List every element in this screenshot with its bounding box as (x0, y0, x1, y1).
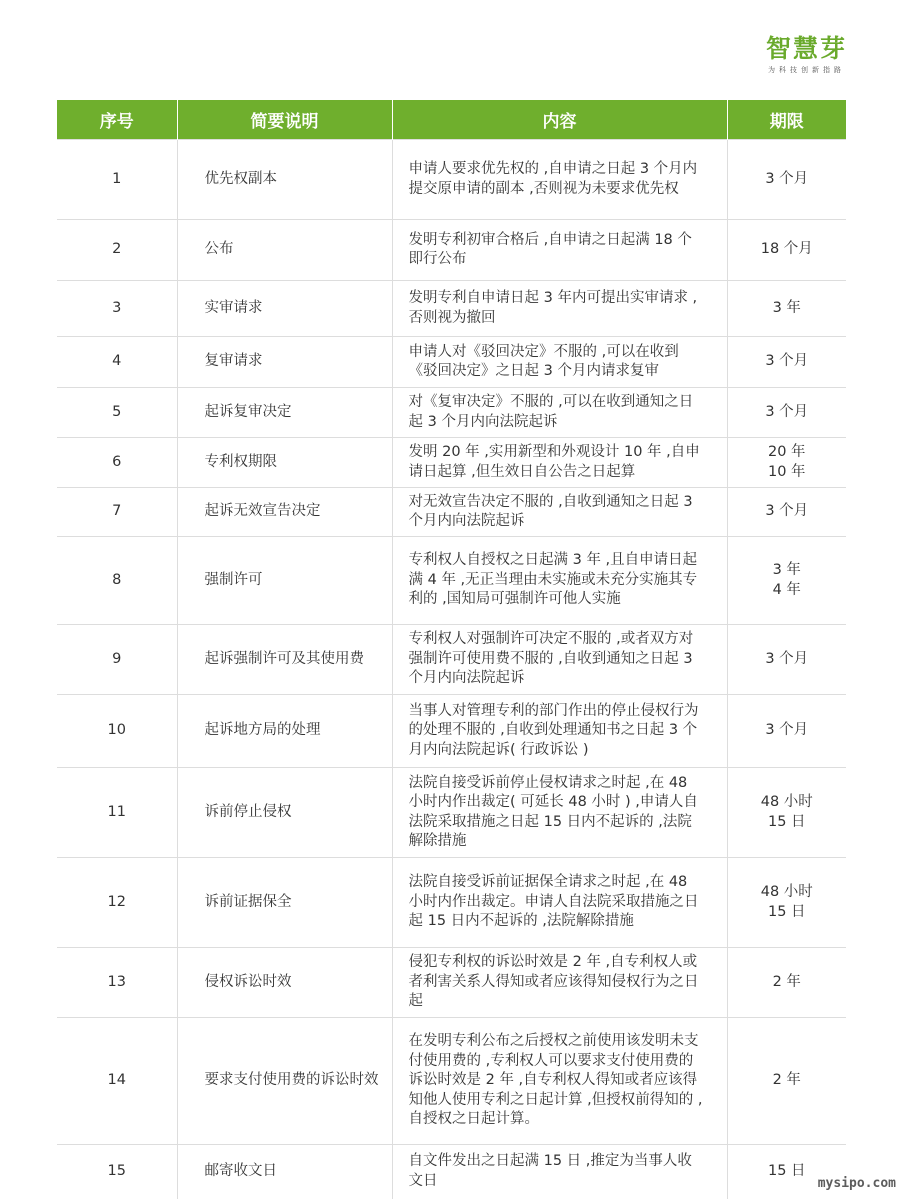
row-index: 8 (57, 537, 177, 625)
row-content: 侵犯专利权的诉讼时效是 2 年 ,自专利权人或者利害关系人得知或者应该得知侵权行为之日起 (392, 948, 727, 1018)
table-row (57, 768, 846, 858)
row-content: 自文件发出之日起满 15 日 ,推定为当事人收文日 (392, 1145, 727, 1199)
row-description: 诉前证据保全 (177, 858, 392, 948)
row-content: 在发明专利公布之后授权之前使用该发明未支付使用费的 ,专利权人可以要求支付使用费的诉讼时效是 2 年 ,自专利权人得知或者应该得知他人使用专利之日起计算 ,但授权前得知的 ,自授权之日起计算。 (392, 1018, 727, 1145)
table-header-row (57, 100, 846, 140)
row-content: 发明 20 年 ,实用新型和外观设计 10 年 ,自申请日起算 ,但生效日自公告之日起算 (392, 438, 727, 488)
table-row (57, 625, 846, 695)
header-period: 期限 (727, 100, 846, 140)
row-description: 强制许可 (177, 537, 392, 625)
row-period: 3 个月 (727, 337, 846, 388)
row-period: 15 日 (727, 1145, 846, 1199)
row-index: 3 (57, 281, 177, 337)
table-row (57, 281, 846, 337)
row-description: 起诉强制许可及其使用费 (177, 625, 392, 695)
table-row (57, 1018, 846, 1145)
row-content: 对《复审决定》不服的 ,可以在收到通知之日起 3 个月内向法院起诉 (392, 388, 727, 438)
table-row (57, 337, 846, 388)
row-index: 1 (57, 140, 177, 220)
row-content: 专利权人对强制许可决定不服的 ,或者双方对强制许可使用费不服的 ,自收到通知之日起 3 个月内向法院起诉 (392, 625, 727, 695)
table-row (57, 948, 846, 1018)
row-index: 6 (57, 438, 177, 488)
row-description: 实审请求 (177, 281, 392, 337)
row-content: 法院自接受诉前停止侵权请求之时起 ,在 48 小时内作出裁定( 可延长 48 小时 ) ,申请人自法院采取措施之日起 15 日内不起诉的 ,法院解除措施 (392, 768, 727, 858)
header-description: 简要说明 (177, 100, 392, 140)
row-content: 申请人要求优先权的 ,自申请之日起 3 个月内提交原申请的副本 ,否则视为未要求优先权 (392, 140, 727, 220)
row-description: 优先权副本 (177, 140, 392, 220)
table-row (57, 1145, 846, 1199)
row-index: 4 (57, 337, 177, 388)
row-content: 发明专利初审合格后 ,自申请之日起满 18 个即行公布 (392, 220, 727, 281)
table-row (57, 537, 846, 625)
row-index: 15 (57, 1145, 177, 1199)
row-description: 公布 (177, 220, 392, 281)
row-period: 3 年 (727, 281, 846, 337)
row-content: 当事人对管理专利的部门作出的停止侵权行为的处理不服的 ,自收到处理通知书之日起 3 个月内向法院起诉( 行政诉讼 ) (392, 695, 727, 768)
row-index: 12 (57, 858, 177, 948)
row-index: 7 (57, 488, 177, 537)
logo-slogan: 为科技创新指路 (767, 66, 845, 74)
row-period: 20 年 10 年 (727, 438, 846, 488)
row-period: 3 年 4 年 (727, 537, 846, 625)
row-content: 发明专利自申请日起 3 年内可提出实审请求 ,否则视为撤回 (392, 281, 727, 337)
logo (766, 34, 847, 75)
row-period: 3 个月 (727, 140, 846, 220)
watermark: mysipo.com (817, 1176, 896, 1191)
row-index: 2 (57, 220, 177, 281)
table-row (57, 488, 846, 537)
row-period: 3 个月 (727, 388, 846, 438)
row-index: 10 (57, 695, 177, 768)
logo-title: 智慧芽 (765, 34, 847, 63)
row-period: 2 年 (727, 1018, 846, 1145)
deadline-table (57, 100, 846, 1199)
row-period: 3 个月 (727, 695, 846, 768)
row-description: 侵权诉讼时效 (177, 948, 392, 1018)
table-row (57, 695, 846, 768)
row-description: 专利权期限 (177, 438, 392, 488)
row-period: 3 个月 (727, 625, 846, 695)
row-index: 5 (57, 388, 177, 438)
table-row (57, 438, 846, 488)
row-index: 13 (57, 948, 177, 1018)
header-index: 序号 (57, 100, 177, 140)
table-row (57, 140, 846, 220)
row-period: 48 小时 15 日 (727, 768, 846, 858)
row-description: 起诉地方局的处理 (177, 695, 392, 768)
row-index: 11 (57, 768, 177, 858)
row-content: 申请人对《驳回决定》不服的 ,可以在收到《驳回决定》之日起 3 个月内请求复审 (392, 337, 727, 388)
row-period: 48 小时 15 日 (727, 858, 846, 948)
row-description: 起诉无效宣告决定 (177, 488, 392, 537)
row-period: 18 个月 (727, 220, 846, 281)
row-period: 3 个月 (727, 488, 846, 537)
row-content: 专利权人自授权之日起满 3 年 ,且自申请日起满 4 年 ,无正当理由未实施或未充分实施其专利的 ,国知局可强制许可他人实施 (392, 537, 727, 625)
row-index: 9 (57, 625, 177, 695)
table-row (57, 388, 846, 438)
row-content: 法院自接受诉前证据保全请求之时起 ,在 48 小时内作出裁定。申请人自法院采取措施之日起 15 日内不起诉的 ,法院解除措施 (392, 858, 727, 948)
row-content: 对无效宣告决定不服的 ,自收到通知之日起 3 个月内向法院起诉 (392, 488, 727, 537)
row-description: 诉前停止侵权 (177, 768, 392, 858)
header-content: 内容 (392, 100, 727, 140)
table-row (57, 220, 846, 281)
row-description: 邮寄收文日 (177, 1145, 392, 1199)
row-period: 2 年 (727, 948, 846, 1018)
row-description: 复审请求 (177, 337, 392, 388)
row-description: 要求支付使用费的诉讼时效 (177, 1018, 392, 1145)
table-row (57, 858, 846, 948)
row-index: 14 (57, 1018, 177, 1145)
row-description: 起诉复审决定 (177, 388, 392, 438)
